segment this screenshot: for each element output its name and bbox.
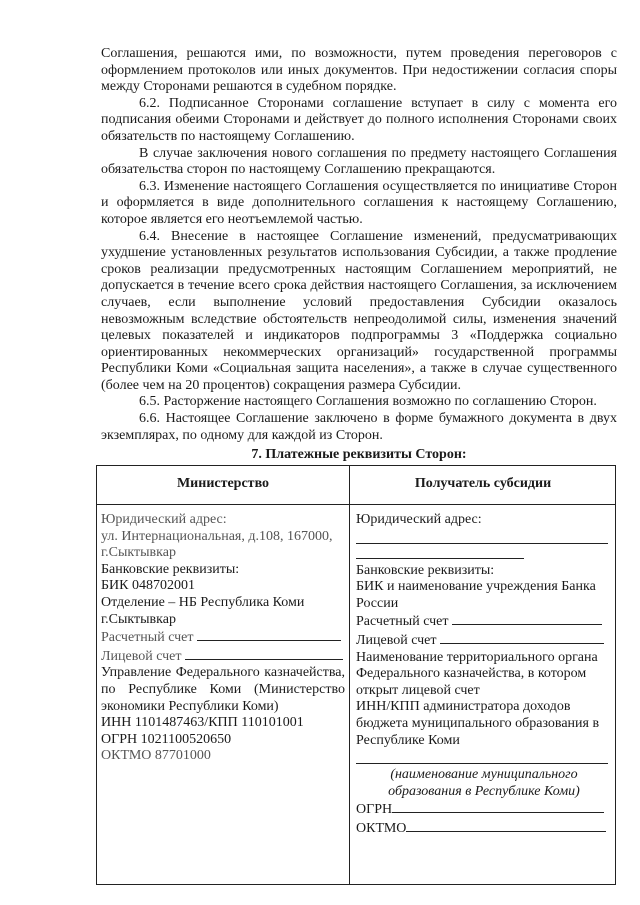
personal-account-label: Лицевой счет <box>356 632 437 648</box>
municipality-blank <box>356 749 608 764</box>
settlement-account-row <box>356 612 612 631</box>
bank-branch: Отделение – НБ Республика Коми <box>101 594 305 610</box>
legal-address-label: Юридический адрес: <box>356 512 482 527</box>
personal-account-blank <box>185 647 343 660</box>
legal-address-label: Юридический адрес: <box>101 512 227 527</box>
settlement-account-label: Расчетный счет <box>356 614 449 630</box>
paragraph: 6.2. Подписанное Сторонами соглашение вступает в силу с момента его подписания обеими Сторонами и действует до полного исполнения Сторонами своих обязательств по настоящему Соглашению. <box>101 95 617 144</box>
bank-city: г.Сыктывкар <box>101 611 176 627</box>
treasury-line: Управление Федерального казначейства, <box>101 665 345 681</box>
ogrn-row <box>356 800 612 819</box>
municipality-note: (наименование муниципального <box>390 767 578 783</box>
paragraph: 6.5. Расторжение настоящего Соглашения возможно по соглашению Сторон. <box>139 394 597 410</box>
treasury-line: экономики Республики Коми) <box>101 698 279 714</box>
personal-account-row <box>356 631 612 650</box>
inn-kpp-label: бюджета муниципального образования в <box>356 715 600 731</box>
settlement-account-blank <box>452 612 602 625</box>
paragraph: 6.4. Внесение в настоящее Соглашение изменений, предусматривающих ухудшение установленных результатов использования Субсидии, а также продление сроков реализации предусмотренных настоящим Соглашением мероприятий, не допускается в течение всего срока действия настоящего Соглашения, за исключением случаев, если выполнение условий предоставления Субсидии оказалось невозможным вследствие обстоятельств непреодолимой силы, изменения значений целевых показателей и индикаторов подпрограммы 3 «Поддержка социально ориентированных некоммерческих организаций» государственной программы Республики Коми «Социальная защита населения», а также в случае существенного (более чем на 20 процентов) сокращения размера Субсидии. <box>101 228 617 393</box>
territorial-body-label: Наименование территориального органа <box>356 649 598 665</box>
paragraph: Соглашения, решаются ими, по возможности, путем проведения переговоров с оформлением протоколов или иных документов. При недостижении согласия споры между Сторонами решаются в судебном порядке. <box>101 46 617 95</box>
ogrn-blank <box>392 800 604 813</box>
municipality-note: образования в Республике Коми) <box>388 783 580 799</box>
ogrn-label: ОГРН <box>356 802 393 818</box>
header-divider <box>97 504 615 505</box>
paragraph: 6.6. Настоящее Соглашение заключено в форме бумажного документа в двух экземплярах, по одному для каждой из Сторон. <box>101 411 617 443</box>
paragraph: 6.3. Изменение настоящего Соглашения осуществляется по инициативе Сторон и оформляется в виде дополнительного соглашения к настоящему Соглашению, которое является его неотъемлемой частью. <box>101 178 617 227</box>
section-title: 7. Платежные реквизиты Сторон: <box>251 447 467 462</box>
address-line: г.Сыктывкар <box>101 545 176 561</box>
settlement-account-row <box>101 628 345 647</box>
ministry-column-header: Министерство <box>176 476 270 491</box>
address-line: ул. Интернациональная, д.108, 167000, <box>101 528 333 544</box>
personal-account-label: Лицевой счет <box>101 648 182 664</box>
settlement-account-blank <box>197 628 341 641</box>
inn-kpp-value: ИНН 1101487463/КПП 110101001 <box>101 715 304 731</box>
oktmo-value: ОКТМО 87701000 <box>101 748 211 764</box>
paragraph: В случае заключения нового соглашения по предмету настоящего Соглашения обязательства сторон по настоящему Соглашению прекращаются. <box>101 145 617 178</box>
inn-kpp-label: Республике Коми <box>356 732 460 748</box>
recipient-column-header: Получатель субсидии <box>414 476 552 491</box>
inn-kpp-label: ИНН/КПП администратора доходов <box>356 699 571 715</box>
personal-account-row <box>101 647 345 666</box>
agreement-body <box>101 46 617 444</box>
treasury-line: по Республике Коми (Министерство <box>101 681 345 697</box>
bik-label: России <box>356 595 399 611</box>
bik-value: БИК 048702001 <box>101 578 195 594</box>
territorial-body-label: открыт лицевой счет <box>356 682 480 698</box>
payment-requisites-table <box>96 465 616 885</box>
settlement-account-label: Расчетный счет <box>101 630 194 646</box>
oktmo-blank <box>406 819 606 832</box>
territorial-body-label: Федерального казначейства, в котором <box>356 666 587 682</box>
column-divider <box>349 466 350 884</box>
ogrn-value: ОГРН 1021100520650 <box>101 731 232 747</box>
personal-account-blank <box>440 631 604 644</box>
bank-requisites-label: Банковские реквизиты: <box>356 562 495 578</box>
bank-requisites-label: Банковские реквизиты: <box>101 561 240 577</box>
oktmo-row <box>356 819 612 838</box>
recipient-requisites <box>356 512 612 838</box>
ministry-requisites <box>101 512 345 765</box>
oktmo-label: ОКТМО <box>356 820 407 836</box>
bik-label: БИК и наименование учреждения Банка <box>356 579 596 595</box>
address-blank <box>356 529 608 544</box>
address-blank <box>356 544 524 559</box>
